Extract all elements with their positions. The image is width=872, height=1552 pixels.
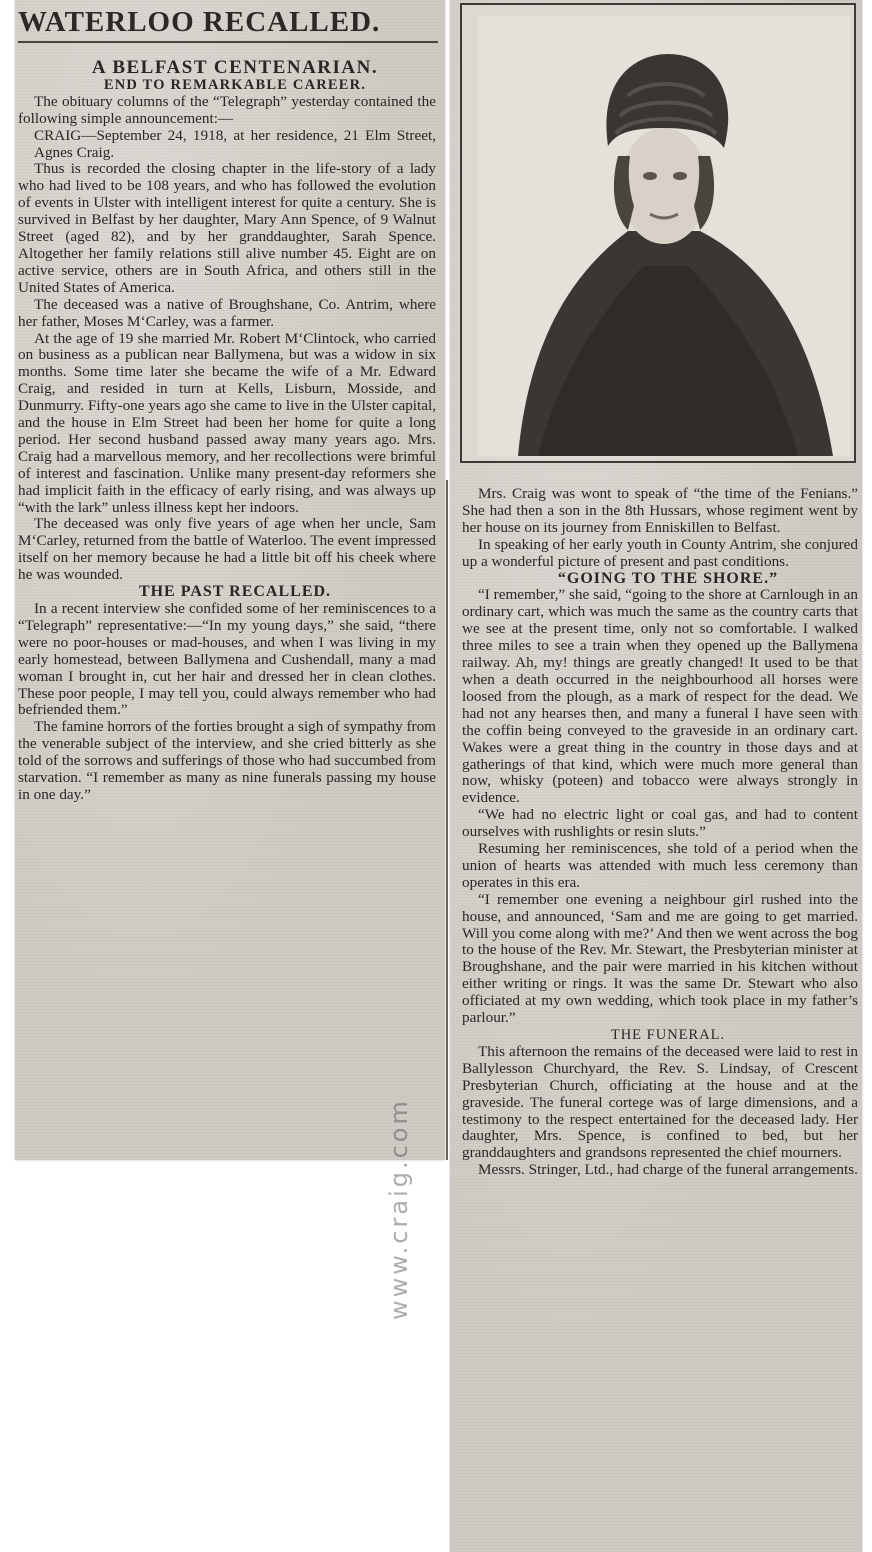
paragraph: The deceased was a native of Broughshane, Co. Antrim, where her father, Moses M‘Carley, was a farmer. bbox=[18, 295, 436, 330]
paragraph: In speaking of her early youth in County Antrim, she conjured up a wonderful picture of present and past conditions. bbox=[462, 535, 858, 570]
paragraph: The famine horrors of the forties brought a sigh of sympathy from the venerable subject of the interview, and she cried bitterly as she told of the sorrows and sufferings of those who had succumbed from starvation. “I remember as many as nine funerals passing my house in one day.” bbox=[18, 718, 436, 803]
column-divider bbox=[446, 480, 448, 1160]
paragraph: Mrs. Craig was wont to speak of “the time of the Fenians.” She had then a son in the 8th Hussars, whose regiment went by her house on its journey from Enniskillen to Belfast. bbox=[462, 485, 858, 536]
paragraph: This afternoon the remains of the deceased were laid to rest in Ballylesson Churchyard, the Rev. S. Lindsay, of Crescent Presbyterian Church, officiating at the house and at the graveside. The funeral cortege was of large dimensions, and a testimony to the respect entertained for the deceased lady. Her daughter, Mrs. Spence, is confined to bed, but her granddaughters and grandsons represented the chief mourners. bbox=[462, 1042, 858, 1162]
death-notice: CRAIG—September 24, 1918, at her residence, 21 Elm Street, Agnes Craig. bbox=[34, 126, 436, 161]
article-column-right bbox=[462, 486, 858, 1179]
paragraph: Resuming her reminiscences, she told of a period when the union of hearts was attended with much less ceremony than operates in this era. bbox=[462, 840, 858, 891]
paragraph: The deceased was only five years of age when her uncle, Sam M‘Carley, returned from the battle of Waterloo. The event impressed itself on her memory because he had a little bit off his cheek where he was wounded. bbox=[18, 515, 436, 584]
article-column-left bbox=[18, 57, 436, 804]
paragraph: “We had no electric light or coal gas, and had to content ourselves with rushlights or resin sluts.” bbox=[462, 806, 858, 841]
intro-paragraph: The obituary columns of the “Telegraph” yesterday contained the following simple announcement:— bbox=[18, 92, 436, 127]
section-heading-going-to-the-shore: “GOING TO THE SHORE.” bbox=[557, 569, 779, 587]
paragraph: “I remember one evening a neighbour girl rushed into the house, and announced, ‘Sam and me are going to get married. Will you come along with me?’ And then we went across the bog to the house of the Rev. Mr. Stewart, the Presbyterian minister at Broughshane, and the pair were married in his kitchen without either writing or rings. It was the same Dr. Stewart who also officiated at my own wedding, which took place in my father’s parlour.” bbox=[462, 890, 858, 1027]
paragraph: Messrs. Stringer, Ltd., had charge of the funeral arrangements. bbox=[478, 1161, 858, 1179]
paragraph: “I remember,” she said, “going to the shore at Carnlough in an ordinary cart, which was much the same as the country carts that we see at the present time, only not so comfortable. I walked three miles to see a train when they opened up the Ballymena railway. Ah, my! things are greatly changed! It used to be that when a death occurred in the neighbourhood all horses were loosed from the plough, as a mark of respect for the dead. We had not any hearses then, and many a funeral I have seen with the coffin being conveyed to the graveside in an ordinary cart. Wakes were a great thing in the country in those days and at gatherings of that kind, which were much more general than now, whisky (poteen) and tobacco were always strongly in evidence. bbox=[462, 586, 858, 807]
paragraph: At the age of 19 she married Mr. Robert M‘Clintock, who carried on business as a publican near Ballymena, but was a widow in six months. Some time later she became the wife of a Mr. Edward Craig, and resided in turn at Kells, Lisburn, Mosside, and Dunmurry. Fifty-one years ago she came to live in the Ulster capital, and the house in Elm Street had been her home for quite a long period. Her second husband passed away many years ago. Mrs. Craig had a marvellous memory, and her recollections were brimful of interest and fascination. Unlike many present-day reformers she had implicit faith in the efficacy of early rising, and was always up “with the lark” unless illness kept her indoors. bbox=[18, 329, 436, 516]
paragraph: Thus is recorded the closing chapter in the life-story of a lady who had lived to be 108 years, and who has followed the evolution of events in Ulster with intelligent interest for quite a century. She is survived in Belfast by her daughter, Mary Ann Spence, of 9 Walnut Street (aged 82), and by her granddaughter, Sarah Spence. Altogether her family relations still alive number 45. Eight are on active service, others are in South Africa, and others still in the United States of America. bbox=[18, 160, 436, 296]
section-heading-past-recalled: THE PAST RECALLED. bbox=[138, 583, 332, 601]
masthead-title: WATERLOO RECALLED. bbox=[18, 6, 438, 43]
headline: A BELFAST CENTENARIAN. bbox=[91, 57, 379, 78]
subheadline: END TO REMARKABLE CAREER. bbox=[103, 76, 367, 93]
section-heading-funeral: THE FUNERAL. bbox=[610, 1027, 726, 1043]
portrait-photo bbox=[478, 16, 850, 456]
watermark-text: www.craig.com bbox=[385, 1098, 413, 1320]
paragraph: In a recent interview she confided some of her reminiscences to a “Telegraph” representative:—“In my young days,” she said, “there were no poor-houses or mad-houses, and when I was living in my early homestead, between Ballymena and Cushendall, many a mad woman I brought in, cut her hair and dressed her in clean clothes. These poor people, I may tell you, could always remember who had befriended them.” bbox=[18, 600, 436, 719]
